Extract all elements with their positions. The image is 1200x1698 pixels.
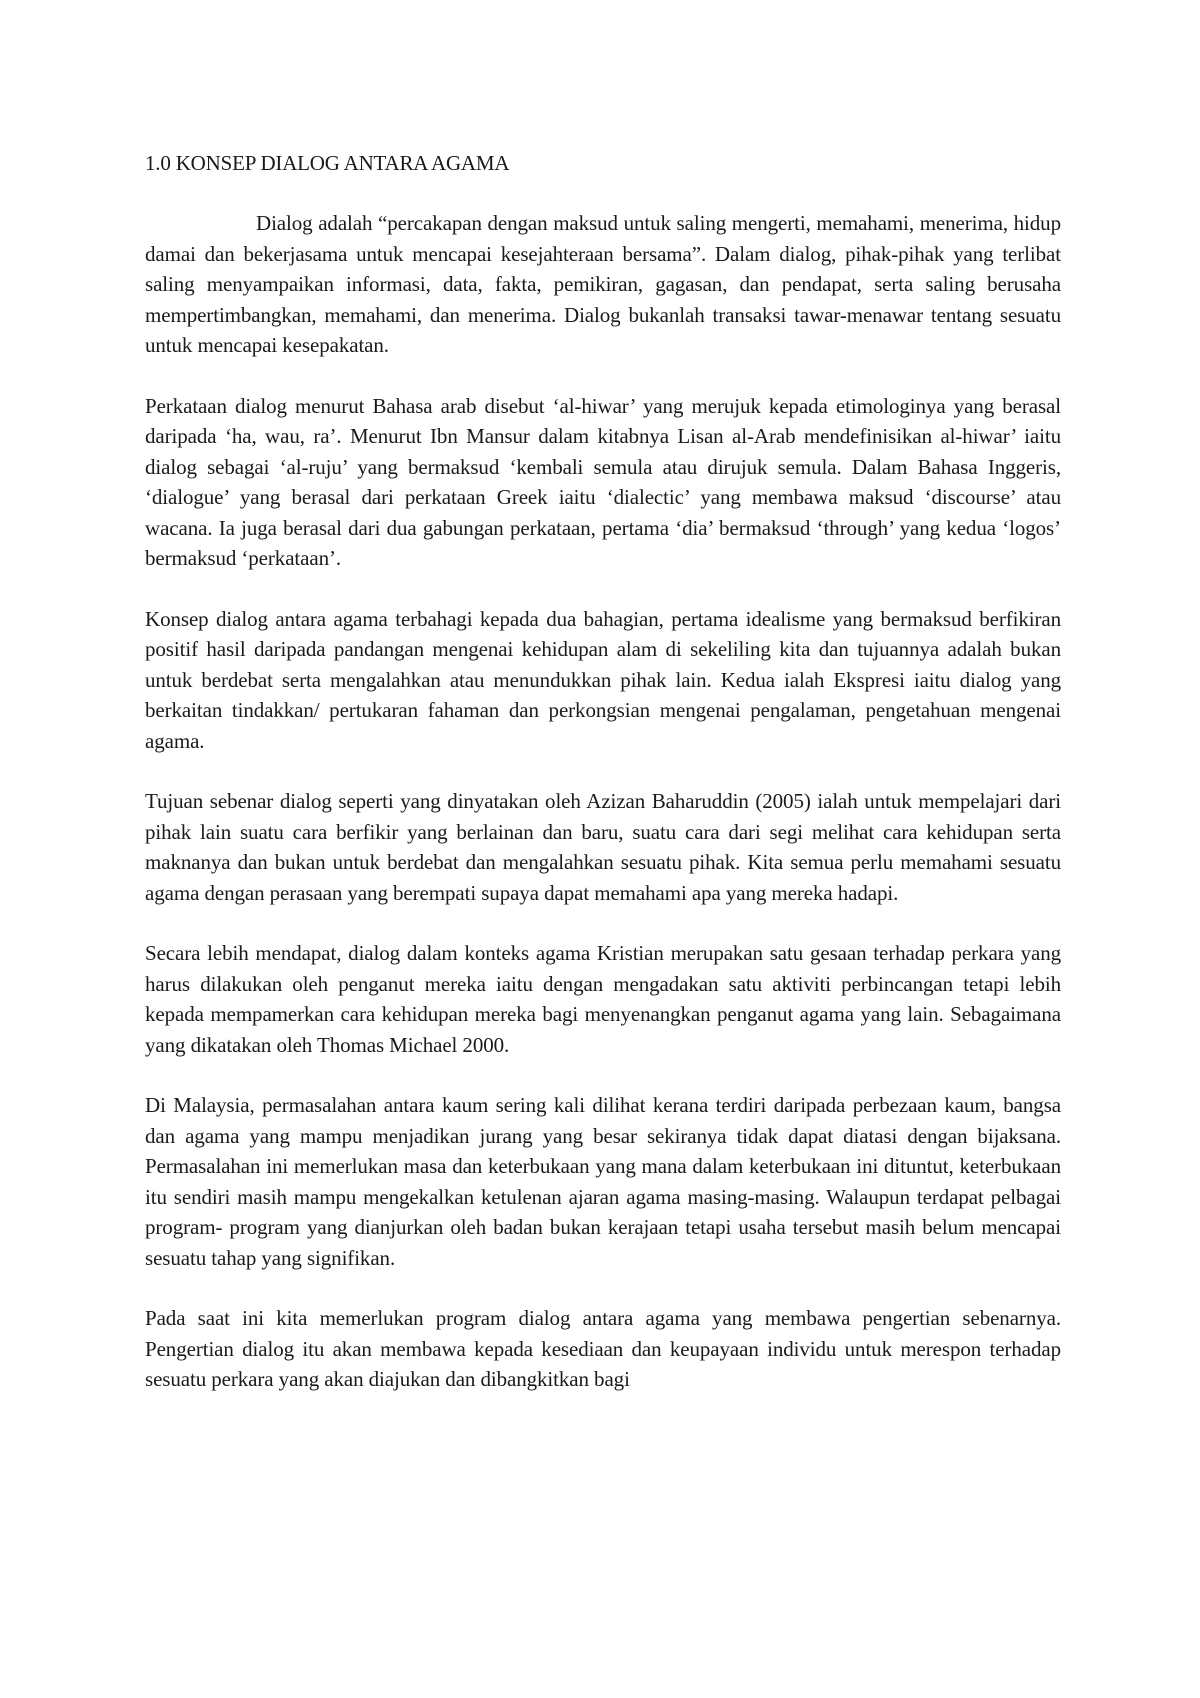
paragraph-christian-context: Secara lebih mendapat, dialog dalam konteks agama Kristian merupakan satu gesaan terhadap perkara yang harus dilakukan oleh penganut mereka iaitu dengan mengadakan satu aktiviti perbincangan tetapi lebih kepada mempamerkan cara kehidupan mereka bagi menyenangkan penganut agama yang lain. Sebagaimana yang dikatakan oleh Thomas Michael 2000. [145, 941, 1061, 1057]
section-heading: 1.0 KONSEP DIALOG ANTARA AGAMA [145, 151, 510, 175]
document-body [145, 148, 1061, 1395]
paragraph-purpose: Tujuan sebenar dialog seperti yang dinyatakan oleh Azizan Baharuddin (2005) ialah untuk mempelajari dari pihak lain suatu cara berfikir yang berlainan dan baru, suatu cara dari segi melihat cara kehidupan serta maknanya dan bukan untuk berdebat dan mengalahkan sesuatu pihak. Kita semua perlu memahami sesuatu agama dengan perasaan yang berempati supaya dapat memahami apa yang mereka hadapi. [145, 789, 1061, 905]
paragraph-malaysia: Di Malaysia, permasalahan antara kaum sering kali dilihat kerana terdiri daripada perbezaan kaum, bangsa dan agama yang mampu menjadikan jurang yang besar sekiranya tidak dapat diatasi dengan bijaksana. Permasalahan ini memerlukan masa dan keterbukaan yang mana dalam keterbukaan ini dituntut, keterbukaan itu sendiri masih mampu mengekalkan ketulenan ajaran agama masing-masing. Walaupun terdapat pelbagai program- program yang dianjurkan oleh badan bukan kerajaan tetapi usaha tersebut masih belum mencapai sesuatu tahap yang signifikan. [145, 1093, 1061, 1270]
paragraph-current-need: Pada saat ini kita memerlukan program dialog antara agama yang membawa pengertian sebenarnya. Pengertian dialog itu akan membawa kepada kesediaan dan keupayaan individu untuk merespon terhadap sesuatu perkara yang akan diajukan dan dibangkitkan bagi [145, 1306, 1061, 1391]
paragraph-etymology: Perkataan dialog menurut Bahasa arab disebut ‘al-hiwar’ yang merujuk kepada etimologinya yang berasal daripada ‘ha, wau, ra’. Menurut Ibn Mansur dalam kitabnya Lisan al-Arab mendefinisikan al-hiwar’ iaitu dialog sebagai ‘al-ruju’ yang bermaksud ‘kembali semula atau dirujuk semula. Dalam Bahasa Inggeris, ‘dialogue’ yang berasal dari perkataan Greek iaitu ‘dialectic’ yang membawa maksud ‘discourse’ atau wacana. Ia juga berasal dari dua gabungan perkataan, pertama ‘dia’ bermaksud ‘through’ yang kedua ‘logos’ bermaksud ‘perkataan’. [145, 393, 1061, 570]
paragraph-definition: Dialog adalah “percakapan dengan maksud untuk saling mengerti, memahami, menerima, hidup damai dan bekerjasama untuk mencapai kesejahteraan bersama”. Dalam dialog, pihak-pihak yang terlibat saling menyampaikan informasi, data, fakta, pemikiran, gagasan, dan pendapat, serta saling berusaha mempertimbangkan, memahami, dan menerima. Dialog bukanlah transaksi tawar-menawar tentang sesuatu untuk mencapai kesepakatan. [145, 211, 1061, 357]
paragraph-concept: Konsep dialog antara agama terbahagi kepada dua bahagian, pertama idealisme yang bermaksud berfikiran positif hasil daripada pandangan mengenai kehidupan alam di sekeliling kita dan tujuannya adalah bukan untuk berdebat serta mengalahkan atau menundukkan pihak lain. Kedua ialah Ekspresi iaitu dialog yang berkaitan tindakkan/ pertukaran fahaman dan perkongsian mengenai pengalaman, pengetahuan mengenai agama. [145, 606, 1061, 753]
